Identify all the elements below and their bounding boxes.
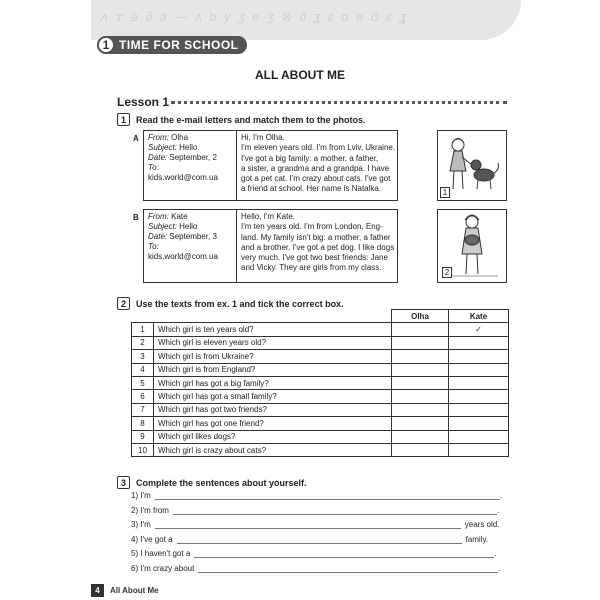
sentence-5-blank[interactable] <box>194 548 494 558</box>
photo-1 <box>437 130 507 201</box>
kate-tick-box[interactable] <box>449 336 509 349</box>
exercise-1-number: 1 <box>117 113 130 126</box>
letter-b-divider <box>236 210 237 282</box>
column-olha: Olha <box>392 310 449 323</box>
table-row <box>132 376 509 389</box>
letter-a-meta: From: Olha Subject: Hello Date: September, 2 To: kids.world@com.ua <box>148 133 218 182</box>
page-footer <box>91 584 159 597</box>
photo-2 <box>437 209 507 283</box>
exercise-3-instruction: Complete the sentences about yourself. <box>136 477 307 488</box>
table-row <box>132 443 509 456</box>
kate-tick-box[interactable] <box>449 443 509 456</box>
kate-tick-box[interactable] <box>449 363 509 376</box>
row-question: Which girl has got a big family? <box>154 376 392 389</box>
row-number: 5 <box>132 376 154 389</box>
photo-1-number: 1 <box>440 187 450 198</box>
table-row <box>132 390 509 403</box>
table-row <box>132 336 509 349</box>
exercise-2-instruction: Use the texts from ex. 1 and tick the correct box. <box>136 298 344 309</box>
sentence-1-blank[interactable] <box>155 490 500 500</box>
table-row <box>132 350 509 363</box>
unit-title: TIME FOR SCHOOL <box>119 38 239 52</box>
row-number: 10 <box>132 443 154 456</box>
letter-a-card <box>143 130 398 201</box>
exercise-3-header <box>117 476 307 489</box>
row-number: 7 <box>132 403 154 416</box>
kate-tick-box[interactable]: ✓ <box>449 323 509 336</box>
sentence-1: 1) I'm . <box>131 491 502 500</box>
olha-tick-box[interactable] <box>392 363 449 376</box>
sentence-6: 6) I'm crazy about . <box>131 564 501 573</box>
sentence-3: 3) I'm years old. <box>131 520 500 529</box>
row-question: Which girl has got two friends? <box>154 403 392 416</box>
header-band <box>91 0 521 40</box>
table-row <box>132 403 509 416</box>
row-question: Which girl is from England? <box>154 363 392 376</box>
tick-table-header <box>132 310 509 323</box>
kate-tick-box[interactable] <box>449 430 509 443</box>
olha-tick-box[interactable] <box>392 417 449 430</box>
row-number: 3 <box>132 350 154 363</box>
row-question: Which girl has got one friend? <box>154 417 392 430</box>
row-number: 8 <box>132 417 154 430</box>
lesson-divider <box>171 101 507 104</box>
kate-tick-box[interactable] <box>449 350 509 363</box>
page-number: 4 <box>91 584 104 597</box>
row-question: Which girl likes dogs? <box>154 430 392 443</box>
exercise-1-instruction: Read the e-mail letters and match them to the photos. <box>136 114 366 125</box>
letter-a-divider <box>236 131 237 200</box>
letter-b-card <box>143 209 398 283</box>
olha-tick-box[interactable] <box>392 323 449 336</box>
table-row <box>132 417 509 430</box>
kate-tick-box[interactable] <box>449 403 509 416</box>
olha-tick-box[interactable] <box>392 376 449 389</box>
row-question: Which girl has got a small family? <box>154 390 392 403</box>
header-decoration: ʌ ɤ ə ∂ a — ʌ b y ʒ e ʒ ⊗ ∂ ʓ ε ɑ ʀ ß ɛ ʓ <box>101 9 408 24</box>
olha-tick-box[interactable] <box>392 430 449 443</box>
row-number: 9 <box>132 430 154 443</box>
sentence-2-blank[interactable] <box>173 505 497 515</box>
exercise-3-number: 3 <box>117 476 130 489</box>
sentence-4: 4) I've got a family. <box>131 535 489 544</box>
kate-tick-box[interactable] <box>449 376 509 389</box>
table-row <box>132 323 509 336</box>
photo-2-number: 2 <box>442 267 452 278</box>
sentence-2: 2) I'm from . <box>131 506 500 515</box>
kate-tick-box[interactable] <box>449 417 509 430</box>
row-question: Which girl is eleven years old? <box>154 336 392 349</box>
table-row <box>132 363 509 376</box>
column-kate: Kate <box>449 310 509 323</box>
sentence-5: 5) I haven't got a . <box>131 549 497 558</box>
unit-badge <box>97 36 247 54</box>
olha-tick-box[interactable] <box>392 336 449 349</box>
row-question: Which girl is from Ukraine? <box>154 350 392 363</box>
row-number: 2 <box>132 336 154 349</box>
unit-number: 1 <box>97 36 115 54</box>
sentence-4-blank[interactable] <box>177 534 462 544</box>
letter-a-label: A <box>133 134 139 143</box>
letter-b-message: Hello, I'm Kate. I'm ten years old. I'm from London, Eng- land. My family isn't big: a mother, a father and a brother. I've got a pet dog. I like dogs very much. I've got two best friends: Jane and Vicky. They are girls from my class. <box>241 212 395 273</box>
tick-table <box>131 309 509 457</box>
kate-tick-box[interactable] <box>449 390 509 403</box>
exercise-1-header <box>117 113 366 126</box>
table-row <box>132 430 509 443</box>
row-number: 4 <box>132 363 154 376</box>
footer-title: All About Me <box>110 586 159 595</box>
olha-tick-box[interactable] <box>392 390 449 403</box>
exercise-2-number: 2 <box>117 297 130 310</box>
letter-b-label: B <box>133 213 139 222</box>
letter-a-message: Hi, I'm Olha. I'm eleven years old. I'm from Lviv, Ukraine. I've got a big family: a mother, a father, a sister, a grandma and a grandpa. I have got a pet cat. I'm crazy about cats. I've got a friend at school. Her name is Natalka. <box>241 133 396 194</box>
row-number: 6 <box>132 390 154 403</box>
row-question: Which girl is crazy about cats? <box>154 443 392 456</box>
sentence-6-blank[interactable] <box>198 563 498 573</box>
letter-b-meta: From: Kate Subject: Hello Date: September, 3 To: kids.world@com.ua <box>148 212 218 261</box>
page-title: ALL ABOUT ME <box>255 68 345 82</box>
sentence-3-blank[interactable] <box>155 519 461 529</box>
row-number: 1 <box>132 323 154 336</box>
row-question: Which girl is ten years old? <box>154 323 392 336</box>
olha-tick-box[interactable] <box>392 443 449 456</box>
olha-tick-box[interactable] <box>392 403 449 416</box>
lesson-title: Lesson 1 <box>117 95 170 109</box>
olha-tick-box[interactable] <box>392 350 449 363</box>
